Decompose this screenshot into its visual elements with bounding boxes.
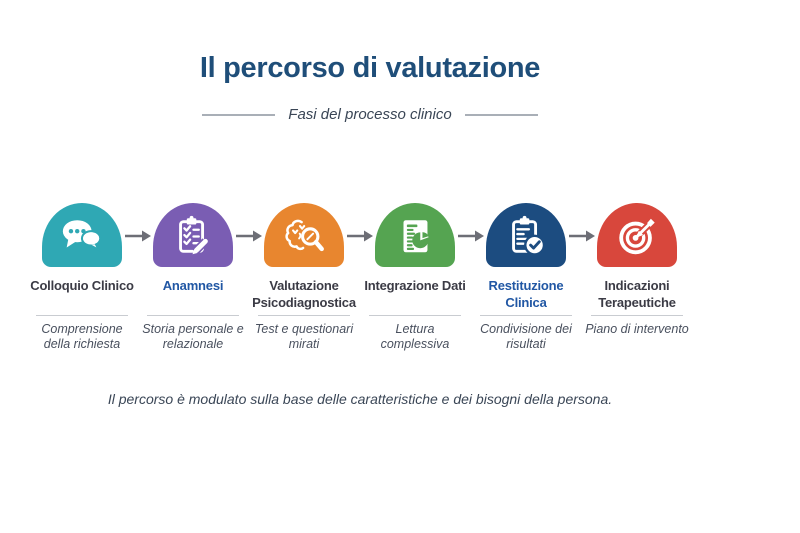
step-description: Test e questionari mirati bbox=[254, 322, 354, 351]
step-colloquio-clinico bbox=[27, 203, 137, 352]
step-description: Piano di intervento bbox=[585, 322, 689, 336]
step-divider bbox=[369, 315, 461, 316]
step-title: Restituzione Clinica bbox=[488, 278, 564, 310]
clipboard-check-icon bbox=[503, 213, 549, 259]
step-title: Indicazioni Terapeutiche bbox=[598, 278, 676, 310]
step-circle bbox=[375, 203, 455, 267]
document-chart-icon bbox=[392, 213, 438, 259]
clipboard-pencil-icon bbox=[170, 213, 216, 259]
arrow-right-icon bbox=[346, 228, 374, 244]
footer-note: Il percorso è modulato sulla base delle caratteristiche e dei bisogni della persona. bbox=[107, 391, 613, 407]
step-description: Lettura complessiva bbox=[380, 322, 450, 351]
step-description: Condivisione dei risultati bbox=[480, 322, 572, 351]
step-title: Colloquio Clinico bbox=[30, 278, 134, 293]
step-title: Anamnesi bbox=[162, 278, 224, 293]
chat-bubbles-icon bbox=[59, 213, 105, 259]
step-anamnesi bbox=[138, 203, 248, 352]
step-title: Valutazione Psicodiagnostica bbox=[252, 278, 356, 310]
step-valutazione-psicodiagnostica bbox=[249, 203, 359, 352]
step-divider bbox=[147, 315, 239, 316]
brain-magnifier-icon bbox=[281, 213, 327, 259]
step-divider bbox=[258, 315, 350, 316]
step-description: Storia personale e relazionale bbox=[142, 322, 244, 351]
page-subtitle: Fasi del processo clinico bbox=[288, 106, 452, 123]
subtitle-rule-left bbox=[202, 114, 275, 116]
arrow-right-icon bbox=[457, 228, 485, 244]
step-circle bbox=[153, 203, 233, 267]
step-circle bbox=[42, 203, 122, 267]
step-divider bbox=[36, 315, 128, 316]
step-indicazioni-terapeutiche bbox=[582, 203, 692, 337]
step-circle bbox=[264, 203, 344, 267]
step-restituzione-clinica bbox=[471, 203, 581, 352]
page-title: Il percorso di valutazione bbox=[199, 52, 541, 84]
step-circle bbox=[486, 203, 566, 267]
subtitle-rule-right bbox=[465, 114, 538, 116]
page-subtitle-row bbox=[0, 106, 740, 123]
step-divider bbox=[591, 315, 683, 316]
step-integrazione-dati bbox=[360, 203, 470, 352]
arrow-right-icon bbox=[124, 228, 152, 244]
step-description: Comprensione della richiesta bbox=[41, 322, 123, 351]
step-title: Integrazione Dati bbox=[364, 278, 466, 293]
arrow-right-icon bbox=[568, 228, 596, 244]
target-dart-icon bbox=[614, 213, 660, 259]
step-divider bbox=[480, 315, 572, 316]
arrow-right-icon bbox=[235, 228, 263, 244]
step-circle bbox=[597, 203, 677, 267]
